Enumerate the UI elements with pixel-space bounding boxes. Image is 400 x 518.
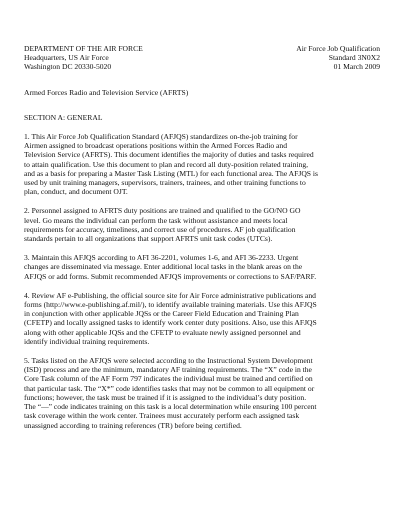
paragraph-line: functions; however, the task must be trained if it is assigned to the individual’s duty position. (24, 392, 307, 402)
paragraph-line: The “—” code indicates training on this task is a local determination while ensuring 100 percent (24, 402, 317, 412)
paragraph-line: 2. Personnel assigned to AFRTS duty positions are trained and qualified to the GO/NO GO (24, 206, 301, 216)
paragraph-line: identify individual training requirements. (24, 336, 150, 346)
paragraph-line: used by unit training managers, supervisors, trainers, trainees, and other training functions to (24, 178, 306, 188)
paragraph-line: (CFETP) and locally assigned tasks to identify work center duty positions. Also, use this AFJQS (24, 318, 317, 328)
address-line: Washington DC 20330-5020 (24, 62, 112, 72)
paragraph-line: standards pertain to all organizations that support AFRTS unit task codes (UTCs). (24, 234, 273, 244)
paragraph-line: task coverage within the work center. Trainees must accurately perform each assigned task (24, 411, 300, 421)
document-identifier-block (296, 44, 380, 72)
paragraph-line: along with other applicable JQSs and the CFETP to evaluate newly assigned personnel and (24, 327, 301, 337)
paragraph-line: 1. This Air Force Job Qualification Standard (AFJQS) standardizes on-the-job training for (24, 132, 298, 142)
paragraph-line: 3. Maintain this AFJQS according to AFI 36-2201, volumes 1-6, and AFI 36-2233. Urgent (24, 253, 299, 263)
document-page (24, 44, 380, 430)
paragraph-line: Airmen assigned to broadcast operations positions within the Armed Forces Radio and (24, 141, 287, 151)
paragraph-line: (ISD) process and are the minimum, mandatory AF training requirements. The “X” code in the (24, 365, 312, 375)
paragraph-line: to attain qualification. Use this document to plan and record all duty-position related training, (24, 159, 309, 169)
paragraph-line: plan, conduct, and document OJT. (24, 187, 128, 197)
standard-number: Standard 3N0X2 (328, 53, 380, 63)
document-date: 01 March 2009 (333, 62, 380, 72)
paragraph-line: AFJQS or add forms. Submit recommended AFJQS improvements or corrections to SAF/PARF. (24, 271, 317, 281)
paragraph-line: unassigned according to training references (TR) before being certified. (24, 420, 242, 430)
paragraph-4 (24, 291, 380, 346)
issuing-authority-block (24, 44, 143, 72)
document-header (24, 44, 380, 72)
paragraph-line: requirements for accuracy, timeliness, and correct use of procedures. AF job qualification (24, 224, 296, 234)
paragraph-line: Core Task column of the AF Form 797 indicates the individual must be trained and certified on (24, 374, 313, 384)
paragraph-3 (24, 253, 380, 281)
paragraph-line: 5. Tasks listed on the AFJQS were selected according to the Instructional System Development (24, 356, 313, 366)
paragraph-line: forms (http://www.e-publishing.af.mil/), to identify available training materials. Use this AFJQS (24, 300, 317, 310)
paragraph-line: Television Service (AFRTS). This document identifies the majority of duties and tasks required (24, 150, 314, 160)
document-type: Air Force Job Qualification (296, 44, 380, 53)
paragraph-line: and as a basis for preparing a Master Task Listing (MTL) for each functional area. The AFJQS is (24, 168, 318, 178)
paragraph-line: 4. Review AF e-Publishing, the official source site for Air Force administrative publications and (24, 290, 316, 300)
organization-name: Armed Forces Radio and Television Service (AFRTS) (24, 87, 189, 97)
department-name: DEPARTMENT OF THE AIR FORCE (24, 44, 143, 53)
paragraph-5 (24, 356, 380, 430)
paragraph-2 (24, 206, 380, 243)
paragraph-line: level. Go means the individual can perform the task without assistance and meets local (24, 215, 288, 225)
paragraph-1 (24, 132, 380, 196)
paragraph-line: in conjunction with other applicable JQSs or the Career Field Education and Training Plan (24, 309, 299, 319)
paragraph-line: changes are disseminated via message. Enter additional local tasks in the blank areas on the (24, 262, 303, 272)
paragraph-line: that particular task. The “X*” code identifies tasks that may not be common to all equipment or (24, 383, 315, 393)
section-heading: SECTION A: GENERAL (24, 112, 103, 122)
headquarters-line: Headquarters, US Air Force (24, 53, 109, 63)
